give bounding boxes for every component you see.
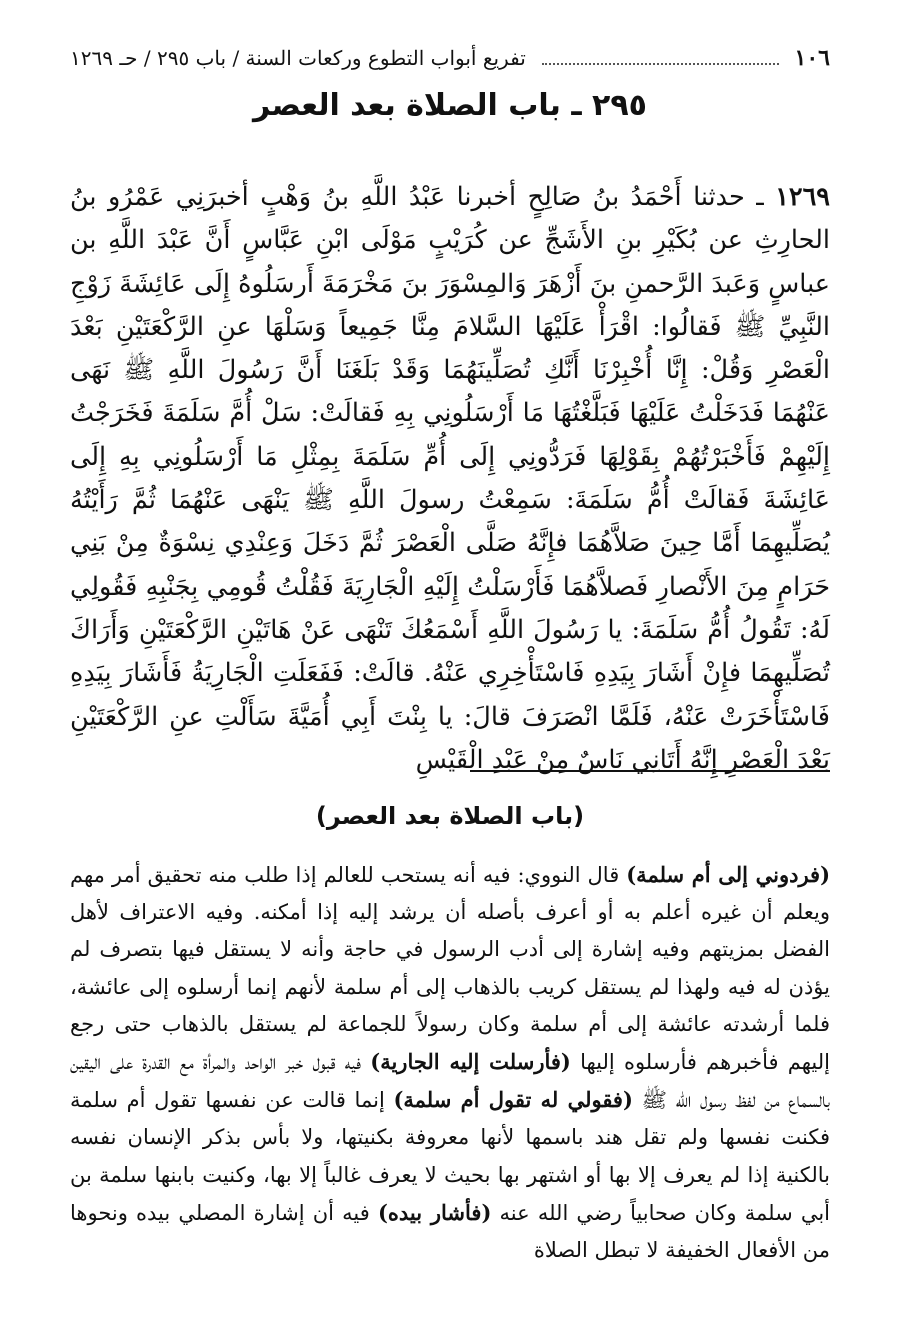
commentary-text-3: إنما قالت عن نفسها تقول أم سلمة فكنت نفسها ولم تقل هند باسمها لأنها معروفة بكنيتها، ولا بأس بذكر الإنسان نفسه بالكنية إذا لم يعرف إلا بها أو اشتهر بها بحيث لا يعرف غالباً إلا بها، وكنيت بابنها سلمة بن أبي سلمة وكان صحابياً رضي الله عنه (70, 1088, 831, 1225)
commentary-quote-4: (فأشار بيده) (377, 1199, 492, 1225)
commentary-text-4: فيه أن إشارة المصلي بيده ونحوها من الأفعال الخفيفة لا تبطل الصلاة (70, 1200, 830, 1263)
book-page (70, 30, 830, 1320)
commentary-text-2: فيه قبول خبر الواحد والمرأة مع القدرة على اليقين بالسماع من لفظ رسول الله ﷺ (70, 1050, 830, 1113)
running-title: تفريع أبواب التطوع وركعات السنة / باب ٢٩٥ / حـ ١٢٦٩ (70, 46, 526, 70)
hadith-text-block (70, 176, 830, 782)
footnote-divider (470, 770, 830, 772)
commentary-title: (باب الصلاة بعد العصر) (315, 802, 585, 830)
commentary-text-block (70, 856, 830, 1269)
commentary-quote-2: (فأرسلت إليه الجارية) (370, 1049, 571, 1075)
chapter-title: ٢٩٥ ـ باب الصلاة بعد العصر (253, 88, 647, 123)
commentary-quote-3: (فقولي له تقول أم سلمة) (393, 1087, 633, 1113)
running-header (70, 38, 830, 78)
header-dotted-leader (542, 51, 779, 65)
hadith-text: ـ حدثنا أَحْمَدُ بنُ صَالِحٍ أخبرنا عَبْدُ اللَّهِ بنُ وَهْبٍ أخبرَنِي عَمْرُو بنُ الحارِثِ عن بُكَيْرِ بنِ الأَشَجِّ عن كُرَيْبٍ مَوْلَى ابْنِ عَبَّاسٍ أَنَّ عَبْدَ اللَّهِ بن عباسٍ وَعَبدَ الرَّحمنِ بنَ أَزْهَرَ وَالمِسْوَرَ بنَ مَخْرَمَةَ أَرسَلُوهُ إِلَى عَائِشَةَ زَوْجِ النَّبِيِّ ﷺ فَقالُوا: اقْرَأْ عَلَيْهَا السَّلامَ مِنَّا جَمِيعاً وَسَلْهَا عنِ الرَّكْعَتَيْنِ بَعْدَ الْعَصْرِ وَقُلْ: إِنَّا أُخْبِرْنَا أَنَّكِ تُصَلِّينَهُمَا وَقَدْ بَلَغَنَا أَنَّ رَسُولَ اللَّهِ ﷺ نَهَى عَنْهُمَا فَدَخَلْتُ عَلَيْهَا فَبَلَّغْتُهَا مَا أَرْسَلُونِي بِهِ فَقالَتْ: سَلْ أُمَّ سَلَمَةَ فَخَرَجْتُ إِلَيْهِمْ فَأَخْبَرْتُهُمْ بِقَوْلِهَا فَرَدُّونِي إِلَى أُمِّ سَلَمَةَ بِمِثْلِ مَا أَرْسَلُونِي بِهِ إِلَى عَائِشَةَ فَقالَتْ أُمُّ سَلَمَةَ: سَمِعْتُ رسولَ اللَّهِ ﷺ يَنْهَى عَنْهُمَا ثُمَّ رَأَيْتُهُ يُصَلِّيهِمَا أَمَّا حِينَ صَلاَّهُمَا فإِنَّهُ صَلَّى الْعَصْرَ ثُمَّ دَخَلَ وَعِنْدِي نِسْوَةٌ مِنْ بَنِي حَرَامٍ مِنَ الأَنْصارِ فَصلاَّهُمَا فَأَرْسَلْتُ إِلَيْهِ الْجَارِيَةَ فَقُلْتُ قُومِي بِجَنْبِهِ فَقُولِي لَهُ: تَقُولُ أُمُّ سَلَمَةَ: يا رَسُولَ اللَّهِ أَسْمَعُكَ تَنْهَى عَنْ هَاتَيْنِ الرَّكْعَتَيْنِ وَأَرَاكَ تُصَلِّيهِمَا فإِنْ أَشَارَ بِيَدِهِ فَاسْتَأْخِرِي عَنْهُ. قالَتْ: فَفَعَلَتِ الْجَارِيَةُ فَأَشَارَ بِيَدِهِ فَاسْتَأْخَرَتْ عَنْهُ، فَلَمَّا انْصَرَفَ قالَ: يا بِنْتَ أَبِي أُمَيَّةَ سَأَلْتِ عنِ الرَّكْعَتَيْنِ بَعْدَ الْعَصْرِ إِنَّهُ أَتَانِي نَاسٌ مِنْ عَبْدِ الْقَيْسِ (70, 182, 830, 775)
hadith-number: ١٢٦٩ (775, 182, 830, 212)
commentary-quote-1: (فردوني إلى أم سلمة) (626, 862, 831, 887)
commentary-text-1: قال النووي: فيه أنه يستحب للعالم إذا طلب منه تحقيق أمر مهم ويعلم أن غيره أعلم به أو أعرف بأصله أن يرشد إليه إذا أمكنه. وفيه الاعتراف لأهل الفضل بمزيتهم وفيه إشارة إلى أدب الرسول في حاجة وأنه لا يستقل فيها بتصرف لم يؤذن له فيه ولهذا لم يستقل كريب بالذهاب إلى أم سلمة لأنهم إنما أرسلوه إلى عائشة، فلما أرشدته عائشة إلى أم سلمة وكان رسولاً للجماعة لم يستقل بالذهاب حتى رجع إليهم فأخبرهم فأرسلوه إليها (70, 863, 830, 1075)
page-number: ١٠٦ (794, 45, 830, 71)
